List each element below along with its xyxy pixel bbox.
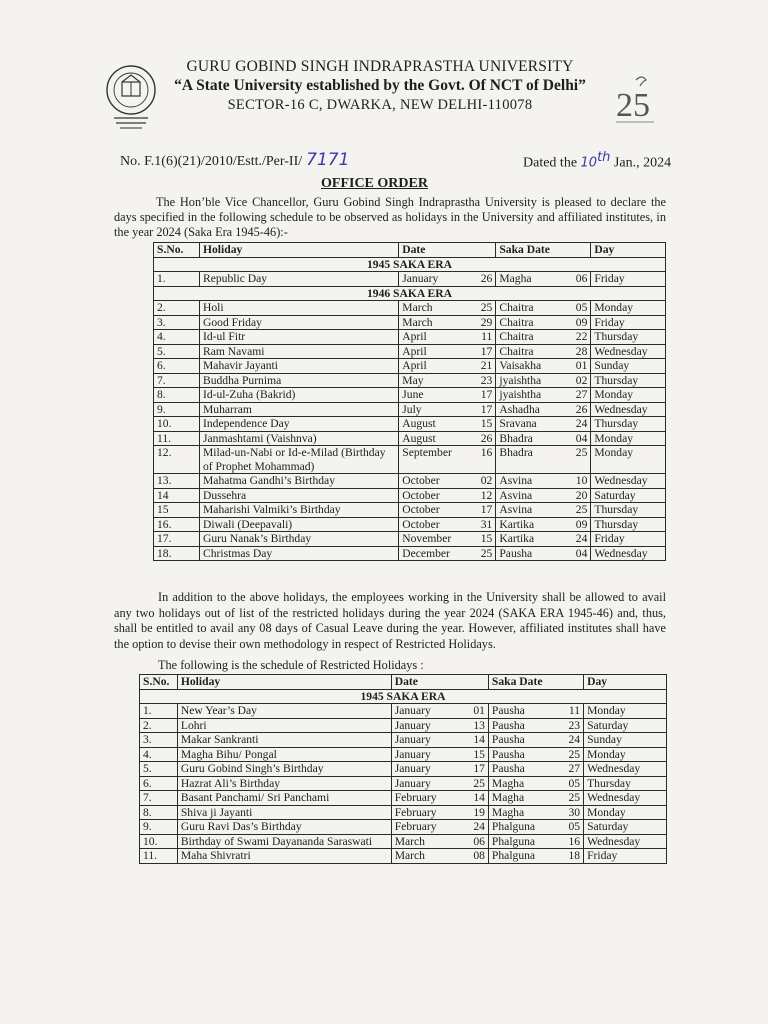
row-saka-day: 24 xyxy=(564,532,591,547)
row-weekday: Thursday xyxy=(591,517,666,532)
row-date-month: March xyxy=(399,315,469,330)
table-row xyxy=(140,820,667,835)
intro-paragraph: The Hon’ble Vice Chancellor, Guru Gobind Singh Indraprastha University is pleased to declare the days specified in the following schedule to be observed as holidays in the University and affiliated institutes, in the year 2024 (Saka Era 1945-46):- xyxy=(114,195,666,239)
row-weekday: Monday xyxy=(591,301,666,316)
row-sno: 2. xyxy=(154,301,200,316)
header-day: Day xyxy=(591,243,666,258)
row-saka-month: Bhadra xyxy=(496,431,564,446)
row-holiday: Guru Ravi Das’s Birthday xyxy=(177,820,391,835)
row-weekday: Monday xyxy=(584,704,667,719)
row-saka-day: 28 xyxy=(564,344,591,359)
row-saka-month: Magha xyxy=(496,272,564,287)
row-saka-month: Pausha xyxy=(488,718,556,733)
row-date-day: 19 xyxy=(461,805,488,820)
row-date-month: January xyxy=(391,762,461,777)
table-row xyxy=(154,431,666,446)
row-holiday: Basant Panchami/ Sri Panchami xyxy=(177,791,391,806)
row-weekday: Wednesday xyxy=(584,791,667,806)
row-weekday: Thursday xyxy=(591,330,666,345)
row-date-month: January xyxy=(399,272,469,287)
era-label: 1945 SAKA ERA xyxy=(154,257,666,272)
header-sno: S.No. xyxy=(140,675,178,690)
row-saka-month: Pausha xyxy=(488,762,556,777)
row-date-month: January xyxy=(391,733,461,748)
row-date-month: December xyxy=(399,546,469,561)
row-date-day: 21 xyxy=(469,359,496,374)
jubilee-number: 25 xyxy=(616,87,650,124)
row-date-day: 14 xyxy=(461,791,488,806)
row-holiday: Janmashtami (Vaishnva) xyxy=(199,431,398,446)
row-sno: 1. xyxy=(140,704,178,719)
row-date-day: 15 xyxy=(461,747,488,762)
table-row xyxy=(140,718,667,733)
row-date-month: September xyxy=(399,446,469,474)
row-sno: 9. xyxy=(140,820,178,835)
row-sno: 5. xyxy=(140,762,178,777)
reference-number-text: No. F.1(6)(21)/2010/Estt./Per-II/ xyxy=(120,154,303,169)
row-sno: 13. xyxy=(154,474,200,489)
row-holiday: Maha Shivratri xyxy=(177,849,391,864)
era-label: 1945 SAKA ERA xyxy=(140,689,667,704)
row-saka-day: 20 xyxy=(564,488,591,503)
handwritten-date-day: 10 xyxy=(580,155,598,171)
row-sno: 2. xyxy=(140,718,178,733)
row-date-day: 17 xyxy=(469,503,496,518)
row-date-day: 15 xyxy=(469,417,496,432)
row-weekday: Friday xyxy=(591,315,666,330)
row-sno: 14 xyxy=(154,488,200,503)
row-weekday: Wednesday xyxy=(591,474,666,489)
table-row xyxy=(140,762,667,777)
row-date-month: April xyxy=(399,330,469,345)
row-saka-day: 22 xyxy=(564,330,591,345)
reference-number xyxy=(120,150,349,170)
row-weekday: Wednesday xyxy=(591,344,666,359)
row-holiday: Id-ul Fitr xyxy=(199,330,398,345)
table-row xyxy=(154,315,666,330)
row-saka-month: jyaishtha xyxy=(496,373,564,388)
era-row xyxy=(154,286,666,301)
row-sno: 8. xyxy=(140,805,178,820)
row-date-day: 12 xyxy=(469,488,496,503)
restricted-schedule-note: The following is the schedule of Restricted Holidays : xyxy=(158,658,424,672)
row-date-day: 17 xyxy=(469,344,496,359)
row-sno: 10. xyxy=(140,834,178,849)
row-saka-month: Phalguna xyxy=(488,849,556,864)
row-saka-month: Chaitra xyxy=(496,315,564,330)
row-sno: 1. xyxy=(154,272,200,287)
row-holiday: Muharram xyxy=(199,402,398,417)
row-weekday: Wednesday xyxy=(584,834,667,849)
table-row xyxy=(154,344,666,359)
row-weekday: Friday xyxy=(584,849,667,864)
restricted-leave-paragraph: In addition to the above holidays, the employees working in the University shall be allowed to avail any two holidays out of list of the restricted holidays during the year 2024 (SAKA ERA 1945-46) and, thus, shall be entitled to avail any 08 days of Casual Leave during the year. However, affiliated institutes shall have the option to devise their own methodology in respect of Restricted Holidays. xyxy=(114,590,666,651)
order-date xyxy=(523,150,671,172)
table-row xyxy=(154,388,666,403)
restricted-holidays-table xyxy=(139,674,667,864)
row-saka-day: 04 xyxy=(564,546,591,561)
row-date-day: 15 xyxy=(469,532,496,547)
row-weekday: Saturday xyxy=(591,488,666,503)
row-saka-month: Ashadha xyxy=(496,402,564,417)
row-sno: 7. xyxy=(140,791,178,806)
table-row xyxy=(154,330,666,345)
row-saka-month: Magha xyxy=(488,776,556,791)
gazetted-holidays-body xyxy=(154,257,666,561)
row-holiday: Good Friday xyxy=(199,315,398,330)
era-row xyxy=(140,689,667,704)
row-holiday: Milad-un-Nabi or Id-e-Milad (Birthday of Prophet Mohammad) xyxy=(199,446,398,474)
row-holiday: Maharishi Valmiki’s Birthday xyxy=(199,503,398,518)
row-saka-month: Pausha xyxy=(496,546,564,561)
row-holiday: Dussehra xyxy=(199,488,398,503)
row-weekday: Friday xyxy=(591,532,666,547)
row-saka-month: Magha xyxy=(488,791,556,806)
row-date-day: 14 xyxy=(461,733,488,748)
row-holiday: Lohri xyxy=(177,718,391,733)
row-saka-month: Kartika xyxy=(496,517,564,532)
row-date-day: 02 xyxy=(469,474,496,489)
order-title: OFFICE ORDER xyxy=(321,176,428,191)
row-holiday: Shiva ji Jayanti xyxy=(177,805,391,820)
row-saka-month: Chaitra xyxy=(496,344,564,359)
table-row xyxy=(154,517,666,532)
header-saka-date: Saka Date xyxy=(496,243,591,258)
row-saka-day: 05 xyxy=(556,776,583,791)
row-date-day: 08 xyxy=(461,849,488,864)
row-holiday: Id-ul-Zuha (Bakrid) xyxy=(199,388,398,403)
row-saka-month: Chaitra xyxy=(496,330,564,345)
row-holiday: Hazrat Ali’s Birthday xyxy=(177,776,391,791)
row-sno: 6. xyxy=(154,359,200,374)
row-sno: 16. xyxy=(154,517,200,532)
row-saka-day: 09 xyxy=(564,315,591,330)
era-label: 1946 SAKA ERA xyxy=(154,286,666,301)
row-saka-day: 25 xyxy=(564,503,591,518)
row-date-day: 25 xyxy=(469,546,496,561)
row-holiday: Holi xyxy=(199,301,398,316)
row-date-month: June xyxy=(399,388,469,403)
row-saka-day: 24 xyxy=(556,733,583,748)
row-date-month: August xyxy=(399,417,469,432)
row-date-month: May xyxy=(399,373,469,388)
row-saka-month: Pausha xyxy=(488,747,556,762)
row-saka-day: 05 xyxy=(556,820,583,835)
row-saka-day: 09 xyxy=(564,517,591,532)
row-saka-month: Vaisakha xyxy=(496,359,564,374)
row-weekday: Thursday xyxy=(591,373,666,388)
date-prefix: Dated the xyxy=(523,155,578,171)
header-day: Day xyxy=(584,675,667,690)
row-sno: 11. xyxy=(140,849,178,864)
row-date-month: January xyxy=(391,776,461,791)
row-weekday: Monday xyxy=(584,747,667,762)
row-saka-month: Pausha xyxy=(488,704,556,719)
row-date-month: October xyxy=(399,488,469,503)
handwritten-date-suffix: th xyxy=(597,150,611,165)
row-holiday: Mahavir Jayanti xyxy=(199,359,398,374)
row-date-month: February xyxy=(391,805,461,820)
row-date-month: November xyxy=(399,532,469,547)
era-row xyxy=(154,257,666,272)
row-sno: 6. xyxy=(140,776,178,791)
row-date-day: 06 xyxy=(461,834,488,849)
row-date-month: August xyxy=(399,431,469,446)
silver-jubilee-logo-icon xyxy=(606,72,662,128)
row-date-month: February xyxy=(391,791,461,806)
header-saka-date: Saka Date xyxy=(488,675,583,690)
row-weekday: Thursday xyxy=(591,503,666,518)
row-date-month: March xyxy=(391,834,461,849)
table-row xyxy=(154,474,666,489)
table-row xyxy=(140,791,667,806)
row-date-month: January xyxy=(391,704,461,719)
row-saka-day: 26 xyxy=(564,402,591,417)
row-saka-month: Asvina xyxy=(496,488,564,503)
row-date-day: 26 xyxy=(469,431,496,446)
row-sno: 3. xyxy=(154,315,200,330)
row-sno: 7. xyxy=(154,373,200,388)
row-weekday: Friday xyxy=(591,272,666,287)
row-saka-day: 01 xyxy=(564,359,591,374)
row-saka-day: 24 xyxy=(564,417,591,432)
row-holiday: Birthday of Swami Dayananda Saraswati xyxy=(177,834,391,849)
table-row xyxy=(154,446,666,474)
row-weekday: Monday xyxy=(591,388,666,403)
row-saka-month: jyaishtha xyxy=(496,388,564,403)
table-row xyxy=(154,546,666,561)
row-holiday: Mahatma Gandhi’s Birthday xyxy=(199,474,398,489)
row-date-month: March xyxy=(391,849,461,864)
row-sno: 12. xyxy=(154,446,200,474)
header-date: Date xyxy=(399,243,496,258)
header-holiday: Holiday xyxy=(199,243,398,258)
row-saka-day: 02 xyxy=(564,373,591,388)
row-holiday: Makar Sankranti xyxy=(177,733,391,748)
row-holiday: Diwali (Deepavali) xyxy=(199,517,398,532)
letterhead xyxy=(160,58,600,114)
row-saka-day: 30 xyxy=(556,805,583,820)
header-holiday: Holiday xyxy=(177,675,391,690)
table-row xyxy=(140,704,667,719)
row-sno: 17. xyxy=(154,532,200,547)
row-sno: 5. xyxy=(154,344,200,359)
table-row xyxy=(154,417,666,432)
row-weekday: Thursday xyxy=(584,776,667,791)
table-row xyxy=(154,373,666,388)
row-saka-month: Magha xyxy=(488,805,556,820)
row-date-day: 25 xyxy=(461,776,488,791)
row-saka-day: 06 xyxy=(564,272,591,287)
row-sno: 8. xyxy=(154,388,200,403)
table-row xyxy=(154,503,666,518)
table-header-row xyxy=(154,243,666,258)
row-saka-day: 16 xyxy=(556,834,583,849)
university-address: SECTOR-16 C, DWARKA, NEW DELHI-110078 xyxy=(227,97,533,113)
row-saka-day: 04 xyxy=(564,431,591,446)
row-holiday: Magha Bihu/ Pongal xyxy=(177,747,391,762)
row-saka-month: Chaitra xyxy=(496,301,564,316)
row-date-month: March xyxy=(399,301,469,316)
row-holiday: New Year’s Day xyxy=(177,704,391,719)
row-sno: 4. xyxy=(140,747,178,762)
row-sno: 3. xyxy=(140,733,178,748)
row-saka-day: 27 xyxy=(556,762,583,777)
table-row xyxy=(154,532,666,547)
table-row xyxy=(154,488,666,503)
row-holiday: Republic Day xyxy=(199,272,398,287)
university-seal-icon xyxy=(100,62,162,134)
row-date-day: 23 xyxy=(469,373,496,388)
row-date-month: October xyxy=(399,517,469,532)
row-weekday: Wednesday xyxy=(584,762,667,777)
row-saka-day: 10 xyxy=(564,474,591,489)
row-date-month: February xyxy=(391,820,461,835)
row-weekday: Sunday xyxy=(591,359,666,374)
row-holiday: Guru Gobind Singh’s Birthday xyxy=(177,762,391,777)
row-saka-month: Sravana xyxy=(496,417,564,432)
handwritten-reference-number: 7171 xyxy=(306,150,350,170)
table-row xyxy=(140,747,667,762)
row-sno: 4. xyxy=(154,330,200,345)
table-header-row xyxy=(140,675,667,690)
row-saka-day: 25 xyxy=(556,747,583,762)
row-saka-day: 05 xyxy=(564,301,591,316)
row-date-day: 16 xyxy=(469,446,496,474)
row-weekday: Monday xyxy=(591,431,666,446)
row-date-month: October xyxy=(399,474,469,489)
row-date-month: January xyxy=(391,747,461,762)
university-name: GURU GOBIND SINGH INDRAPRASTHA UNIVERSITY xyxy=(186,58,574,75)
row-weekday: Saturday xyxy=(584,820,667,835)
row-saka-month: Asvina xyxy=(496,503,564,518)
row-date-day: 31 xyxy=(469,517,496,532)
row-date-day: 01 xyxy=(461,704,488,719)
row-weekday: Sunday xyxy=(584,733,667,748)
row-date-day: 26 xyxy=(469,272,496,287)
row-date-month: April xyxy=(399,344,469,359)
gazetted-holidays-table xyxy=(153,242,666,561)
table-row xyxy=(154,301,666,316)
row-date-day: 17 xyxy=(469,388,496,403)
row-saka-day: 23 xyxy=(556,718,583,733)
row-holiday: Ram Navami xyxy=(199,344,398,359)
row-saka-day: 25 xyxy=(564,446,591,474)
row-date-month: October xyxy=(399,503,469,518)
row-saka-month: Phalguna xyxy=(488,834,556,849)
row-holiday: Christmas Day xyxy=(199,546,398,561)
table-row xyxy=(140,834,667,849)
row-sno: 15 xyxy=(154,503,200,518)
row-date-day: 17 xyxy=(461,762,488,777)
row-weekday: Saturday xyxy=(584,718,667,733)
row-weekday: Monday xyxy=(591,446,666,474)
row-weekday: Monday xyxy=(584,805,667,820)
row-date-day: 13 xyxy=(461,718,488,733)
header-sno: S.No. xyxy=(154,243,200,258)
row-weekday: Wednesday xyxy=(591,546,666,561)
row-saka-month: Kartika xyxy=(496,532,564,547)
row-holiday: Independence Day xyxy=(199,417,398,432)
row-weekday: Thursday xyxy=(591,417,666,432)
row-sno: 9. xyxy=(154,402,200,417)
row-saka-day: 27 xyxy=(564,388,591,403)
row-sno: 18. xyxy=(154,546,200,561)
row-date-day: 11 xyxy=(469,330,496,345)
row-sno: 10. xyxy=(154,417,200,432)
table-row xyxy=(154,402,666,417)
table-row xyxy=(140,805,667,820)
row-sno: 11. xyxy=(154,431,200,446)
row-saka-month: Bhadra xyxy=(496,446,564,474)
row-holiday: Buddha Purnima xyxy=(199,373,398,388)
row-date-day: 25 xyxy=(469,301,496,316)
row-saka-day: 11 xyxy=(556,704,583,719)
row-date-day: 24 xyxy=(461,820,488,835)
header-date: Date xyxy=(391,675,488,690)
row-saka-month: Phalguna xyxy=(488,820,556,835)
restricted-holidays-body xyxy=(140,689,667,863)
university-state-line: “A State University established by the Govt. Of NCT of Delhi” xyxy=(174,77,586,94)
row-saka-day: 25 xyxy=(556,791,583,806)
table-row xyxy=(140,849,667,864)
row-weekday: Wednesday xyxy=(591,402,666,417)
row-saka-day: 18 xyxy=(556,849,583,864)
row-saka-month: Asvina xyxy=(496,474,564,489)
table-row xyxy=(154,272,666,287)
row-date-month: April xyxy=(399,359,469,374)
table-row xyxy=(140,776,667,791)
row-date-month: January xyxy=(391,718,461,733)
table-row xyxy=(140,733,667,748)
row-date-month: July xyxy=(399,402,469,417)
row-date-day: 29 xyxy=(469,315,496,330)
date-suffix: Jan., 2024 xyxy=(613,155,672,171)
row-saka-month: Pausha xyxy=(488,733,556,748)
row-holiday: Guru Nanak’s Birthday xyxy=(199,532,398,547)
table-row xyxy=(154,359,666,374)
row-date-day: 17 xyxy=(469,402,496,417)
